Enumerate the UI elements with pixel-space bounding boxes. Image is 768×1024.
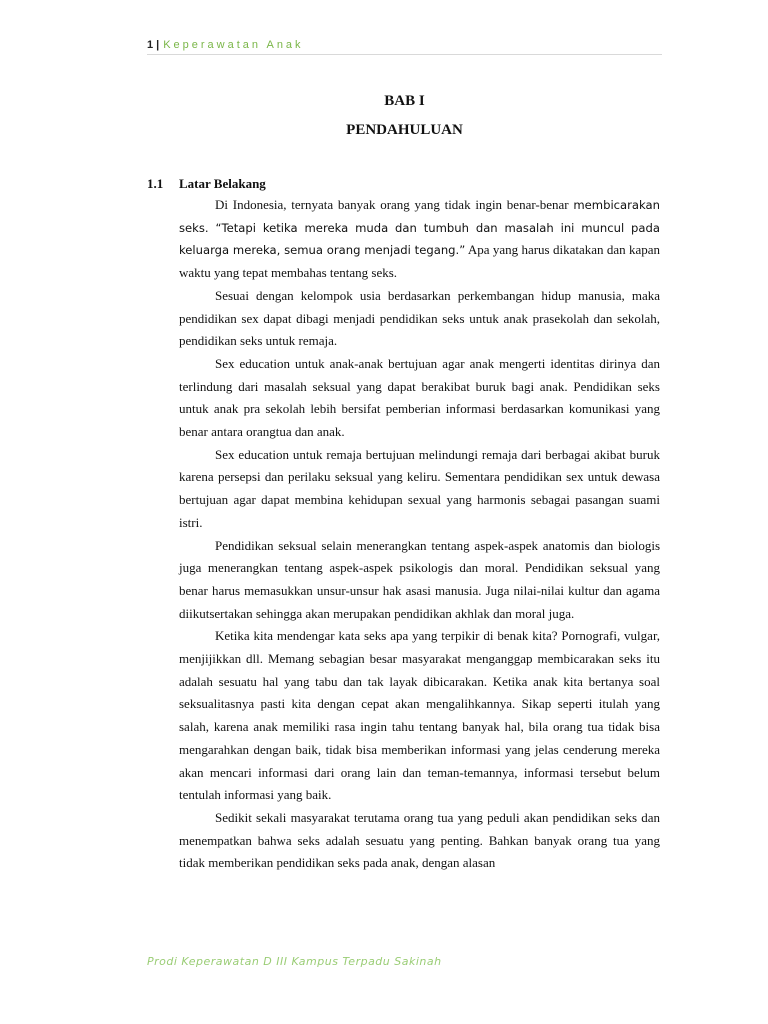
- paragraph-1-start: Di Indonesia, ternyata banyak orang yang tidak ingin benar-benar: [215, 197, 574, 212]
- document-body: [179, 194, 660, 875]
- chapter-title: PENDAHULUAN: [346, 122, 463, 138]
- page-number: 1: [147, 39, 154, 51]
- page-footer: Prodi Keperawatan D III Kampus Terpadu Sakinah: [147, 955, 442, 968]
- page-header: [147, 38, 662, 52]
- header-title: Keperawatan Anak: [163, 39, 304, 51]
- paragraph-7: Sedikit sekali masyarakat terutama orang tua yang peduli akan pendidikan seks dan menempatkan bahwa seks adalah sesuatu yang penting. Bahkan banyak orang tua yang tidak memberikan pendidikan seks pada anak, dengan alasan: [179, 809, 660, 871]
- paragraph-1-end: Apa yang harus dikatakan dan kapan waktu yang tepat membahas tentang seks.: [179, 242, 660, 281]
- paragraph-6: Ketika kita mendengar kata seks apa yang terpikir di benak kita? Pornografi, vulgar, menjijikkan dll. Memang sebagian besar masyarakat menganggap membicarakan seks itu adalah sesuatu hal yang tabu dan tak layak dibicarakan. Ketika anak kita bertanya soal seksualitasnya pasti kita dengan cepat akan mengalihkannya. Sikap seperti itulah yang salah, karena anak memiliki rasa ingin tahu tentang banyak hal, bila orang tua tidak bisa mengarahkan dengan baik, tidak bisa memberikan informasi yang jelas cenderung mereka akan mencari informasi dari orang lain dan teman-temannya, informasi tersebut belum tentulah informasi yang baik.: [179, 628, 660, 803]
- paragraph-3: Sex education untuk anak-anak bertujuan agar anak mengerti identitas dirinya dan terlindung dari masalah seksual yang dapat berakibat buruk bagi anak. Pendidikan seks untuk anak pra sekolah lebih bersifat pemberian informasi berdasarkan komunikasi yang benar antara orangtua dan anak.: [179, 355, 660, 440]
- section-heading: [147, 176, 266, 192]
- chapter-number: BAB I: [384, 93, 425, 109]
- section-title: Latar Belakang: [179, 176, 266, 191]
- paragraph-5: Pendidikan seksual selain menerangkan tentang aspek-aspek anatomis dan biologis juga menerangkan tentang aspek-aspek psikologis dan moral. Pendidikan seksual yang benar harus memasukkan unsur-unsur hak asasi manusia. Juga nilai-nilai kultur dan agama diikutsertakan sehingga akan merupakan pendidikan akhlak dan moral juga.: [179, 537, 660, 621]
- paragraph-4: Sex education untuk remaja bertujuan melindungi remaja dari berbagai akibat buruk karena persepsi dan perilaku seksual yang keliru. Sementara pendidikan sex untuk dewasa bertujuan agar dapat membina kehidupan sexual yang harmonis sebagai pasangan suami istri.: [179, 446, 660, 530]
- paragraph-1: [179, 194, 660, 285]
- header-divider: [147, 54, 662, 55]
- header-separator: |: [156, 39, 160, 51]
- paragraph-1-quote: membicarakan seks. “Tetapi ketika mereka muda dan tumbuh dan masalah ini muncul pada keluarga mereka, semua orang menjadi tegang.”: [179, 198, 660, 258]
- paragraph-2: Sesuai dengan kelompok usia berdasarkan perkembangan hidup manusia, maka pendidikan sex dapat dibagi menjadi pendidikan seks untuk anak prasekolah dan sekolah, pendidikan seks untuk remaja.: [179, 287, 660, 349]
- section-number: 1.1: [147, 176, 164, 191]
